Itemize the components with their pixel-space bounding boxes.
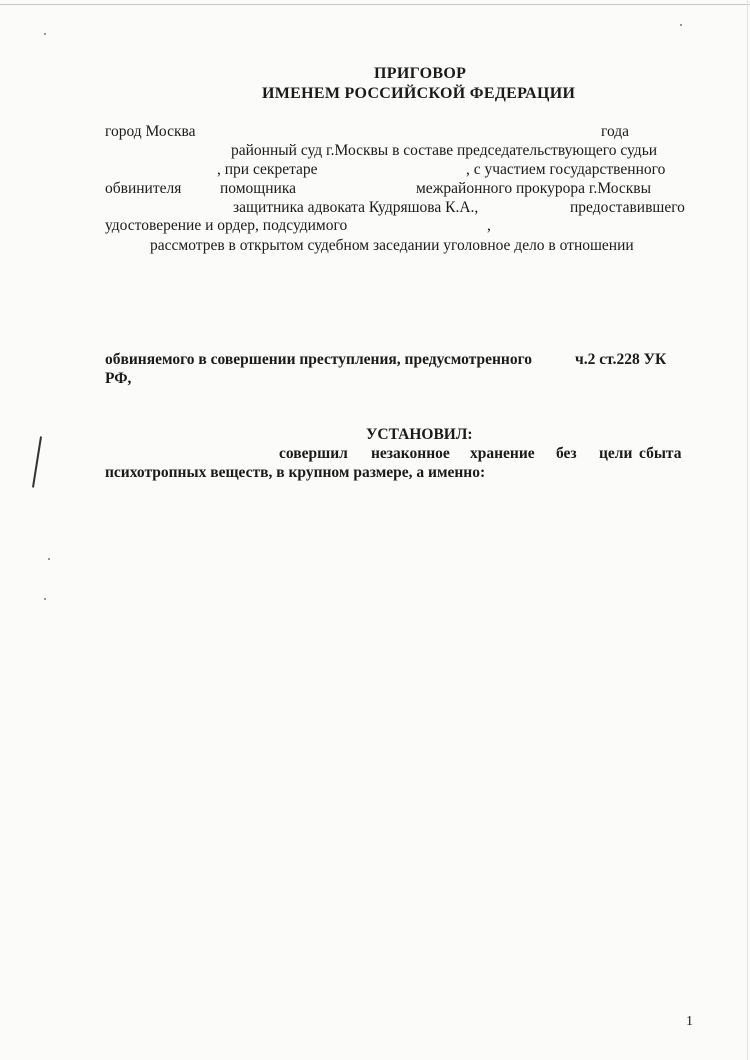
scan-edge-top [0, 4, 750, 5]
charge-rf: РФ, [105, 370, 132, 387]
findings-word-1: совершил [279, 445, 348, 462]
page-number: 1 [686, 1014, 693, 1029]
findings-word-2: незаконное [371, 445, 450, 462]
charge-article: ч.2 ст.228 УК [575, 351, 667, 368]
intro-defender: защитника адвоката Кудряшова К.А., [233, 199, 479, 216]
pen-mark [32, 436, 42, 488]
intro-prosecutor-label: обвинителя [105, 180, 182, 197]
scan-edge-right [747, 0, 748, 1060]
scan-speck [44, 33, 46, 35]
findings-line-2: психотропных веществ, в крупном размере, а именно: [105, 464, 486, 481]
scan-speck [48, 558, 50, 560]
scan-speck [44, 598, 46, 600]
intro-year-word: года [601, 123, 630, 140]
intro-line-court: районный суд г.Москвы в составе председательствующего судьи [231, 142, 658, 159]
intro-assistant-label: помощника [220, 180, 297, 197]
findings-word-5: цели [599, 445, 633, 462]
intro-defender-provided: предоставившего [570, 199, 685, 216]
intro-line-secretary: , при секретаре [217, 161, 318, 178]
intro-considering: рассмотрев в открытом судебном заседании уголовное дело в отношении [150, 237, 634, 254]
findings-word-6: сбыта [639, 445, 682, 462]
intro-city: город Москва [105, 123, 196, 140]
findings-word-3: хранение [470, 445, 535, 462]
document-subtitle: ИМЕНЕМ РОССИЙСКОЙ ФЕДЕРАЦИИ [262, 85, 576, 102]
intro-defendant-comma: , [487, 217, 491, 234]
intro-line-prosecution: , с участием государственного [466, 161, 666, 178]
intro-defendant: удостоверение и ордер, подсудимого [105, 217, 348, 234]
scan-speck [680, 24, 682, 26]
charge-text: обвиняемого в совершении преступления, предусмотренного [105, 351, 532, 368]
findings-heading: УСТАНОВИЛ: [366, 426, 473, 443]
document-title: ПРИГОВОР [374, 65, 467, 82]
findings-word-4: без [556, 445, 577, 462]
intro-prosecutor-office: межрайонного прокурора г.Москвы [416, 180, 652, 197]
